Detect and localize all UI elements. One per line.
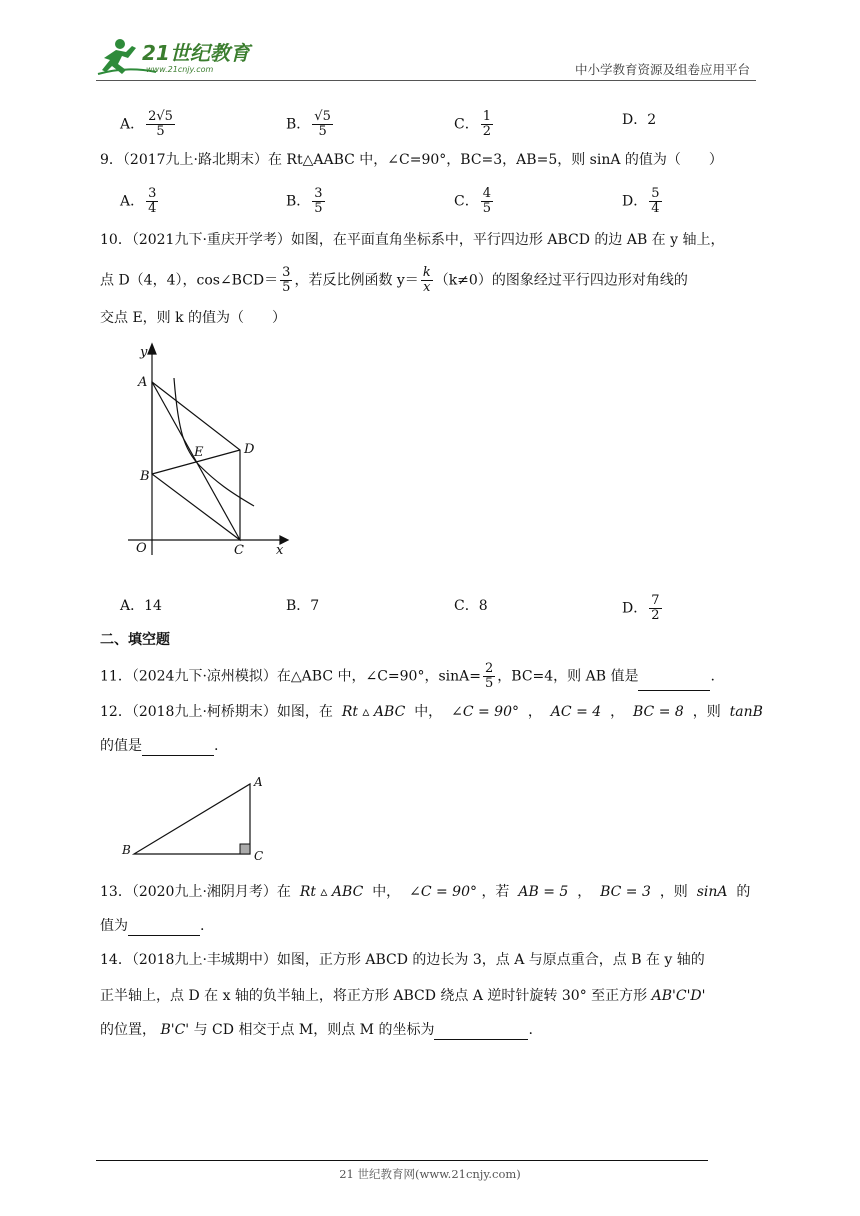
header-subtitle: 中小学教育资源及组卷应用平台 [575,62,751,77]
right-angle-mark [240,844,250,854]
q8-option-b: B． $\frac{√5}{5}$ [286,109,331,139]
svg-text:B: B [122,843,131,857]
q14-answer-blank[interactable] [434,1023,528,1040]
svg-text:B: B [140,469,150,484]
q13-line1: 13．（2020九上·湘阴月考）在 Rt ▵ ABC 中， ∠C = 90° ，若 AB = 5 ， BC = 3 ，则 sinA 的 [100,884,751,900]
svg-text:D: D [244,442,255,457]
q10-line2: 点 D（4，4），cos∠BCD＝ $\frac{3}{5}$ ，若反比例函数 y＝ $\frac{k}{x}$ （k≠0）的图象经过平行四边形对角线的 [100,265,688,295]
q10-figure [120,340,300,565]
q9-option-a: A． $\frac{3}{4}$ [120,186,157,216]
q9-option-c: C． $\frac{4}{5}$ [454,186,491,216]
q13-line2: 值为 . [100,918,205,934]
q11-stem: 11．（2024九下·凉州模拟）在△ABC 中，∠C=90°，sinA= $\frac{2}{5}$ ，BC=4，则 AB 值是 . [100,661,715,691]
q8-option-a: A． $\frac{2√5}{5}$ [120,109,173,139]
svg-text:C: C [234,543,244,558]
svg-text:A: A [138,375,148,390]
svg-text:C: C [254,849,264,863]
svg-text:x: x [276,543,284,558]
svg-text:E: E [194,445,204,460]
q10-option-d: D． $\frac{7}{2}$ [622,593,660,623]
q10-option-c: C．8 [454,598,488,614]
q14-line2: 正半轴上，点 D 在 x 轴的负半轴上，将正方形 ABCD 绕点 A 逆时针旋转 30° 至正方形 AB'C'D' [100,988,706,1004]
q10-option-a: A．14 [120,598,162,614]
q10-option-b: B．7 [286,598,320,614]
q12-answer-blank[interactable] [142,739,214,756]
footer-divider [96,1160,708,1161]
site-logo [96,36,256,78]
q10-line3: 交点 E，则 k 的值为（ ） [100,310,287,326]
section-fill-in-title: 二、填空题 [100,632,170,648]
q12-line2: 的值是 . [100,738,219,754]
q9-option-b: B． $\frac{3}{5}$ [286,186,323,216]
q14-line3: 的位置， B'C' 与 CD 相交于点 M，则点 M 的坐标为 . [100,1022,533,1038]
triangle-abc [134,784,250,854]
svg-text:A: A [254,775,263,789]
q9-option-d: D． $\frac{5}{4}$ [622,186,660,216]
q14-line1: 14．（2018九上·丰城期中）如图，正方形 ABCD 的边长为 3，点 A 与原点重合，点 B 在 y 轴的 [100,952,705,968]
q8-option-d: D．2 [622,112,657,128]
header-divider [96,80,756,81]
footer-text: 21 世纪教育网(www.21cnjy.com) [339,1167,521,1181]
svg-text:O: O [136,541,147,556]
logo-text: 21世纪教育 [142,41,250,65]
svg-text:y: y [140,345,148,360]
q10-line1: 10．（2021九下·重庆开学考）如图，在平面直角坐标系中，平行四边形 ABCD 的边 AB 在 y 轴上， [100,232,725,248]
q13-answer-blank[interactable] [128,919,200,936]
q9-stem: 9．（2017九上·路北期末）在 Rt△AABC 中，∠C=90°，BC=3，AB=5，则 sinA 的值为（ ） [100,152,723,168]
q12-line1: 12．（2018九上·柯桥期末）如图，在 Rt ▵ ABC 中， ∠C = 90° ， AC = 4 ， BC = 8 ，则 tanB [100,704,763,720]
q11-answer-blank[interactable] [638,674,710,691]
logo-url: www.21cnjy.com [146,65,214,74]
q12-figure [118,770,278,866]
q8-option-c: C． $\frac{1}{2}$ [454,109,491,139]
